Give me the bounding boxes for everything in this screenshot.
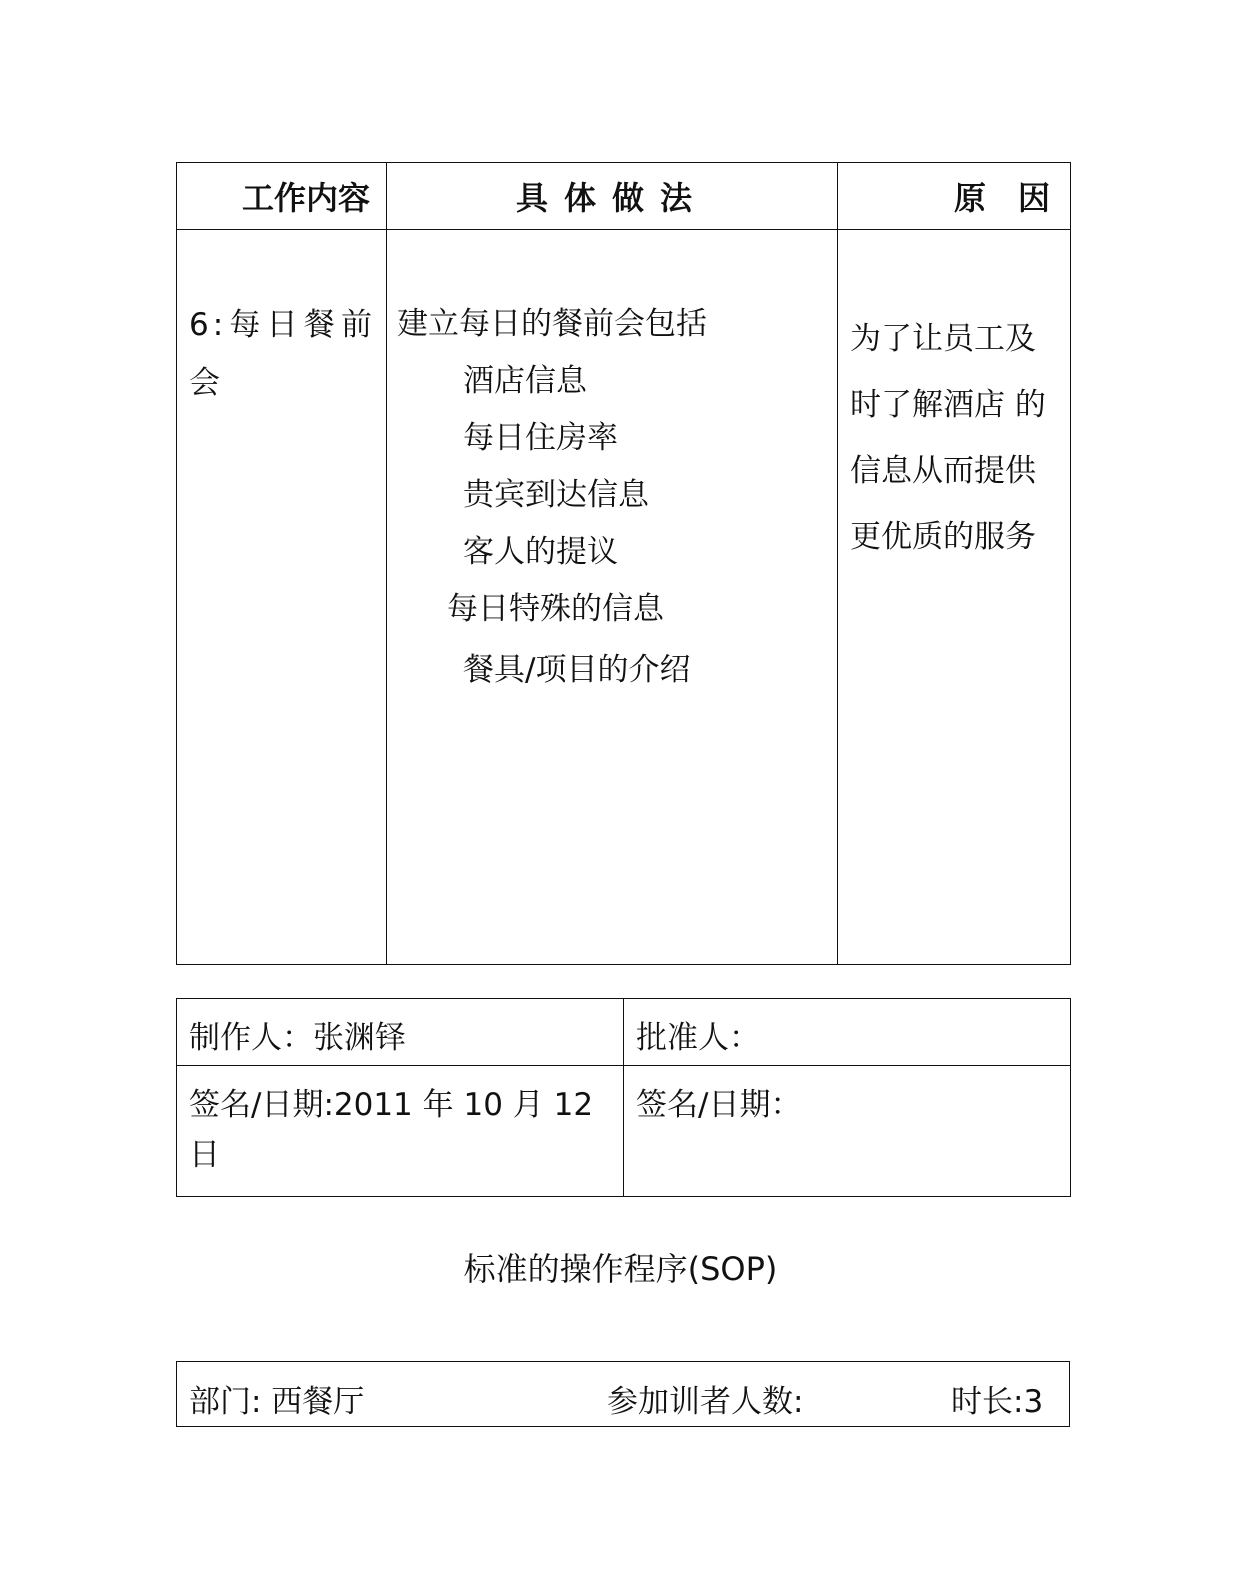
header-reason: 原 因: [838, 163, 1071, 230]
method-list: [397, 296, 837, 699]
method-line: 客人的提议: [463, 534, 618, 570]
signature-row: [177, 999, 1071, 1066]
trainees-label: 参加训者人数:: [607, 1384, 804, 1420]
document-title: 标准的操作程序(SOP): [463, 1250, 778, 1288]
department-cell: [177, 1362, 1070, 1427]
method-line: 每日住房率: [463, 420, 618, 456]
sop-table: [176, 162, 1071, 965]
method-cell: [387, 230, 838, 965]
maker-date-field: 签名/日期:2011 年 10 月 12 日: [177, 1066, 624, 1197]
signature-date-row: [177, 1066, 1071, 1197]
maker-field: 制作人：张渊铎: [177, 999, 624, 1066]
signature-table: [176, 998, 1071, 1197]
department-label: 部门: 西餐厅: [189, 1384, 365, 1420]
department-bar: [176, 1361, 1070, 1427]
work-content-cell: [177, 230, 387, 965]
reason-text: 为了让员工及时了解酒店 的信息从而提供更优质的服务: [850, 321, 1046, 555]
reason-cell: [838, 230, 1071, 965]
method-line: 贵宾到达信息: [463, 477, 649, 513]
approver-field: 批准人：: [624, 999, 1071, 1066]
method-line: 建立每日的餐前会包括: [397, 306, 707, 342]
department-row: [177, 1362, 1070, 1427]
sop-table-header-row: [177, 163, 1071, 230]
method-line: 酒店信息: [463, 363, 587, 399]
header-work-content: 工作内容: [177, 163, 387, 230]
sop-table-row: [177, 230, 1071, 965]
method-line: 每日特殊的信息: [447, 591, 664, 627]
duration-label: 时长:3: [951, 1384, 1044, 1420]
approver-date-field: 签名/日期：: [624, 1066, 1071, 1197]
work-item-title: 6:每日餐前会: [189, 307, 376, 401]
header-method: 具体做法: [387, 163, 838, 230]
method-line: 餐具/项目的介绍: [463, 652, 691, 688]
